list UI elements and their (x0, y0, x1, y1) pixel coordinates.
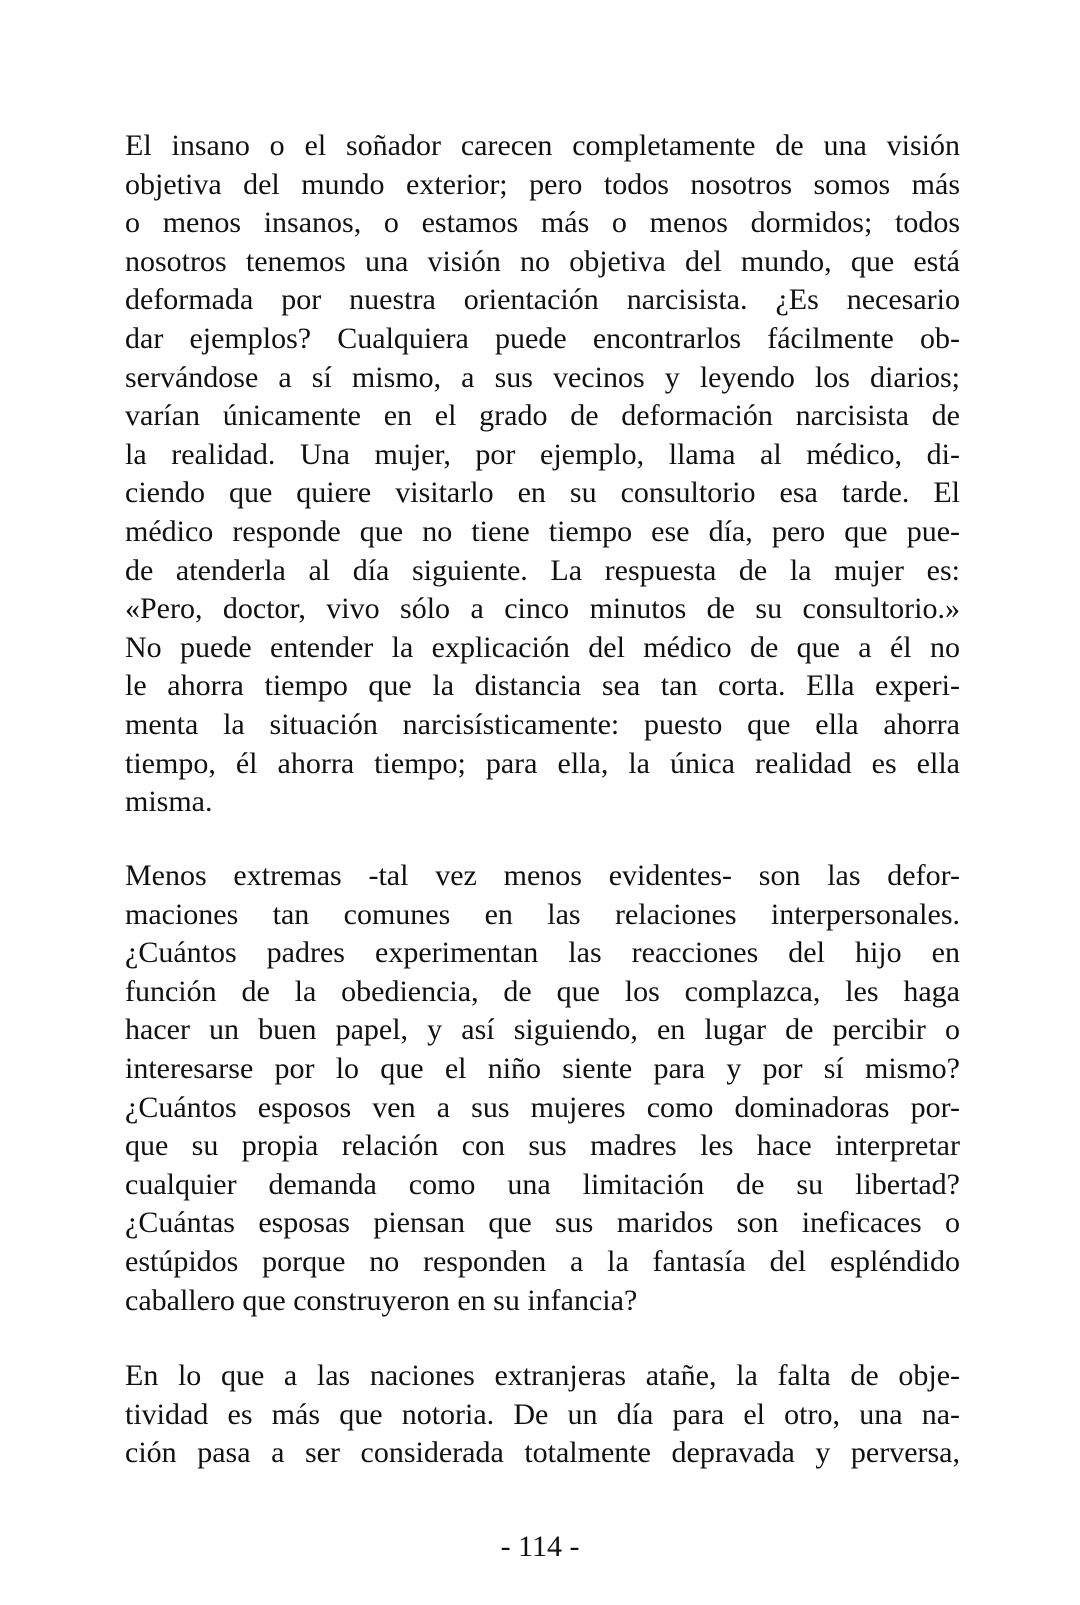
paragraph-3 (125, 1357, 960, 1473)
text-line: dar ejemplos? Cualquiera puede encontrarlos fácilmente ob- (125, 321, 960, 355)
text-line: que su propia relación con sus madres les hace interpretar (125, 1129, 960, 1163)
text-line: ¿Cuántos padres experimentan las reacciones del hijo en (125, 936, 960, 970)
text-line: misma. (125, 785, 213, 819)
paragraph-1 (125, 127, 960, 822)
text-line: caballero que construyeron en su infancia? (125, 1283, 638, 1317)
text-line: servándose a sí mismo, a sus vecinos y leyendo los diarios; (125, 360, 960, 394)
text-line: interesarse por lo que el niño siente para y por sí mismo? (125, 1051, 960, 1085)
text-line: o menos insanos, o estamos más o menos dormidos; todos (125, 206, 960, 240)
text-line: Menos extremas -tal vez menos evidentes- son las defor- (125, 859, 960, 892)
text-line: No puede entender la explicación del médico de que a él no (125, 630, 960, 664)
text-line: ¿Cuántas esposas piensan que sus maridos son ineficaces o (125, 1206, 960, 1240)
text-line: ¿Cuántos esposos ven a sus mujeres como dominadoras por- (125, 1090, 960, 1124)
text-line: estúpidos porque no responden a la fantasía del espléndido (125, 1244, 960, 1278)
text-line: función de la obediencia, de que los complazca, les haga (125, 974, 960, 1008)
text-line: El insano o el soñador carecen completamente de una visión (125, 129, 960, 162)
text-line: deformada por nuestra orientación narcisista. ¿Es necesario (125, 283, 960, 317)
page-number: - 114 - (500, 1530, 580, 1563)
text-line: En lo que a las naciones extranjeras atañe, la falta de obje- (125, 1359, 960, 1392)
text-line: tiempo, él ahorra tiempo; para ella, la única realidad es ella (125, 746, 960, 780)
text-line: ción pasa a ser considerada totalmente depravada y perversa, (125, 1436, 960, 1470)
text-line: varían únicamente en el grado de deformación narcisista de (125, 399, 960, 433)
text-line: la realidad. Una mujer, por ejemplo, llama al médico, di- (125, 437, 960, 471)
text-line: le ahorra tiempo que la distancia sea tan corta. Ella experi- (125, 669, 960, 703)
text-line: cualquier demanda como una limitación de su libertad? (125, 1167, 960, 1201)
text-line: nosotros tenemos una visión no objetiva del mundo, que está (125, 244, 960, 278)
text-line: médico responde que no tiene tiempo ese día, pero que pue- (125, 514, 960, 548)
text-line: «Pero, doctor, vivo sólo a cinco minutos de su consultorio.» (125, 592, 960, 626)
text-line: maciones tan comunes en las relaciones interpersonales. (125, 897, 960, 931)
text-line: menta la situación narcisísticamente: puesto que ella ahorra (125, 707, 960, 741)
text-line: objetiva del mundo exterior; pero todos nosotros somos más (125, 167, 960, 201)
paragraph-2 (125, 857, 960, 1320)
text-line: tividad es más que notoria. De un día para el otro, una na- (125, 1397, 960, 1431)
text-line: de atenderla al día siguiente. La respuesta de la mujer es: (125, 553, 960, 587)
text-line: hacer un buen papel, y así siguiendo, en lugar de percibir o (125, 1013, 960, 1047)
text-line: ciendo que quiere visitarlo en su consultorio esa tarde. El (125, 476, 960, 510)
